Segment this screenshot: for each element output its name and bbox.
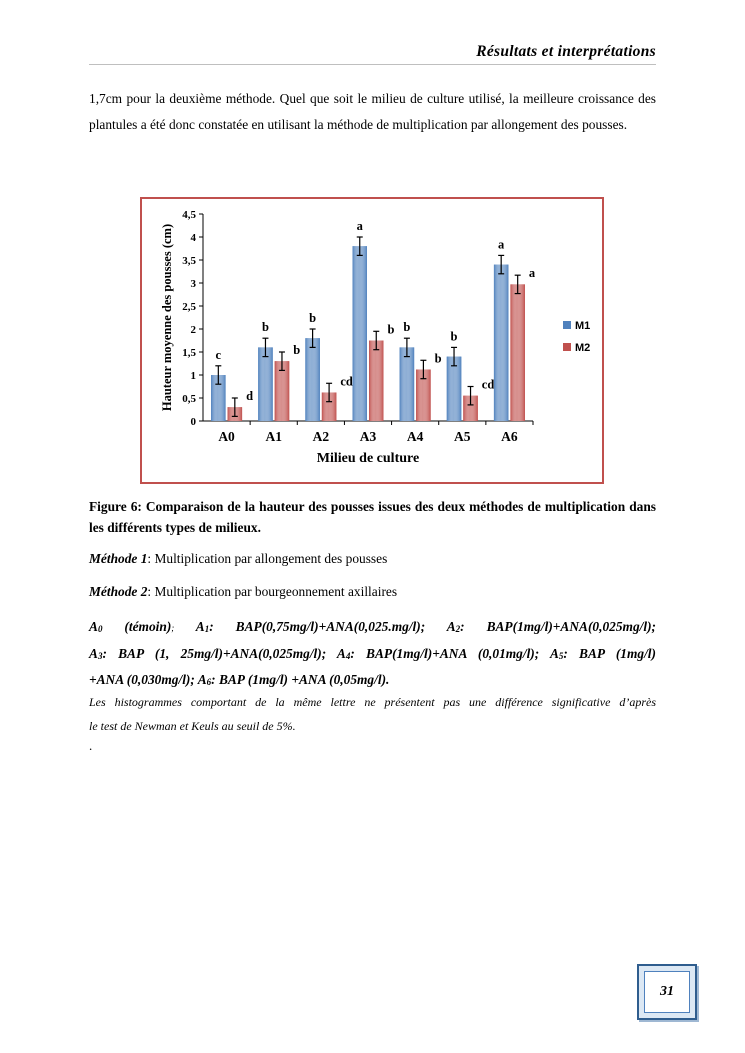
- legend-swatch-M1: [563, 321, 571, 329]
- method-1-label: Méthode 1: [89, 551, 148, 566]
- bar-shade-M2-A3: [369, 341, 384, 422]
- media-a0: $A_0$ (témoin): [89, 619, 172, 634]
- media-a5-continued: +ANA (0,030mg/l);: [89, 672, 195, 687]
- x-category-label-A6: A6: [501, 429, 518, 444]
- y-tick-label: 0,5: [182, 393, 196, 405]
- media-a4: $A_4$: BAP(1mg/l)+ANA (0,01mg/l);: [336, 646, 540, 661]
- method-2-text: : Multiplication par bourgeonnement axillaires: [147, 584, 398, 599]
- y-tick-label: 0: [190, 416, 196, 428]
- media-a6: $A_6$: BAP (1mg/l) +ANA (0,05mg/l).: [197, 672, 390, 687]
- header-rule: [89, 64, 656, 65]
- y-tick-label: 3: [190, 278, 196, 290]
- x-category-label-A4: A4: [406, 429, 424, 444]
- media-a2: $A_2$: BAP(1mg/l)+ANA(0,025mg/l);: [446, 619, 656, 634]
- y-axis-title: Hauteur moyenne des pousses (cm): [160, 223, 174, 412]
- legend-label-M2: M2: [575, 342, 591, 354]
- x-category-label-A3: A3: [359, 429, 377, 444]
- legend-label-M1: M1: [575, 320, 591, 332]
- significance-letter-M2-A5: cd: [481, 377, 495, 392]
- y-tick-label: 4: [190, 232, 196, 244]
- media-line-1: $A_0$ (témoin); $A_1$: BAP(0,75mg/l)+ANA(0,025.mg/l); $A_2$: BAP(1mg/l)+ANA(0,025mg/l);: [89, 619, 656, 634]
- significance-letter-M2-A6: a: [528, 266, 536, 281]
- bar-shade-M1-A4: [400, 347, 415, 421]
- media-line-2: [89, 641, 656, 667]
- figure-6-chart: [140, 197, 604, 484]
- bar-chart-svg: [142, 199, 602, 482]
- method-1-definition: [89, 551, 656, 567]
- bar-shade-M1-A1: [258, 347, 273, 421]
- note-line-1: Les histogrammes comportant de la même lettre ne présentent pas une différence significative d’après: [89, 695, 656, 709]
- significance-letter-M1-A0: c: [215, 347, 222, 362]
- trailing-dot: .: [89, 738, 93, 753]
- bar-shade-M1-A3: [353, 246, 368, 421]
- media-a5: $A_5$: BAP (1mg/l): [549, 646, 656, 661]
- y-tick-label: 2,5: [182, 301, 196, 313]
- x-axis-title: Milieu de culture: [316, 451, 420, 466]
- x-category-label-A2: A2: [312, 429, 330, 444]
- x-category-label-A1: A1: [265, 429, 282, 444]
- y-tick-label: 3,5: [182, 255, 196, 267]
- note-line-2: le test de Newman et Keuls au seuil de 5%.: [89, 719, 296, 733]
- running-header-title: Résultats et interprétations: [476, 43, 656, 60]
- significance-letter-M2-A2: cd: [340, 374, 353, 389]
- method-2-definition: [89, 584, 656, 600]
- method-1-text: : Multiplication par allongement des pousses: [147, 551, 388, 566]
- y-tick-label: 4,5: [182, 209, 196, 221]
- significance-letter-M1-A5: b: [450, 329, 458, 344]
- x-category-label-A5: A5: [454, 429, 471, 444]
- y-tick-label: 2: [190, 324, 196, 336]
- bar-shade-M1-A6: [494, 265, 509, 421]
- y-tick-label: 1,5: [182, 347, 196, 359]
- significance-note: [89, 690, 656, 738]
- significance-letter-M1-A4: b: [403, 320, 411, 335]
- media-a3: $A_3$: BAP (1, 25mg/l)+ANA(0,025mg/l);: [89, 646, 327, 661]
- significance-letter-M2-A1: b: [293, 343, 301, 357]
- significance-letter-M2-A3: b: [387, 322, 395, 337]
- media-a1: $A_1$: BAP(0,75mg/l)+ANA(0,025.mg/l);: [195, 619, 426, 634]
- significance-letter-M2-A4: b: [434, 351, 442, 366]
- page-number: 31: [644, 971, 690, 1013]
- significance-letter-M2-A0: d: [246, 389, 254, 403]
- page-number-badge: [637, 964, 697, 1020]
- significance-letter-M1-A1: b: [261, 320, 269, 335]
- significance-letter-M1-A2: b: [309, 311, 317, 325]
- culture-media-legend: [89, 614, 656, 693]
- intro-paragraph: 1,7cm pour la deuxième méthode. Quel que soit le milieu de culture utilisé, la meilleure croissance des plantules a été donc constatée en utilisant la méthode de multiplication par allongement des pousses.: [89, 91, 656, 132]
- y-tick-label: 1: [190, 370, 196, 382]
- significance-letter-M1-A6: a: [498, 237, 505, 252]
- figure-caption: Figure 6: Comparaison de la hauteur des pousses issues des deux méthodes de multiplication dans les différents types de milieux.: [89, 499, 656, 535]
- method-2-label: Méthode 2: [89, 584, 148, 599]
- bar-shade-M1-A2: [305, 338, 320, 421]
- legend-swatch-M2: [563, 343, 571, 351]
- x-category-label-A0: A0: [218, 429, 235, 444]
- significance-letter-M1-A3: a: [356, 219, 363, 233]
- bar-shade-M2-A6: [510, 284, 525, 421]
